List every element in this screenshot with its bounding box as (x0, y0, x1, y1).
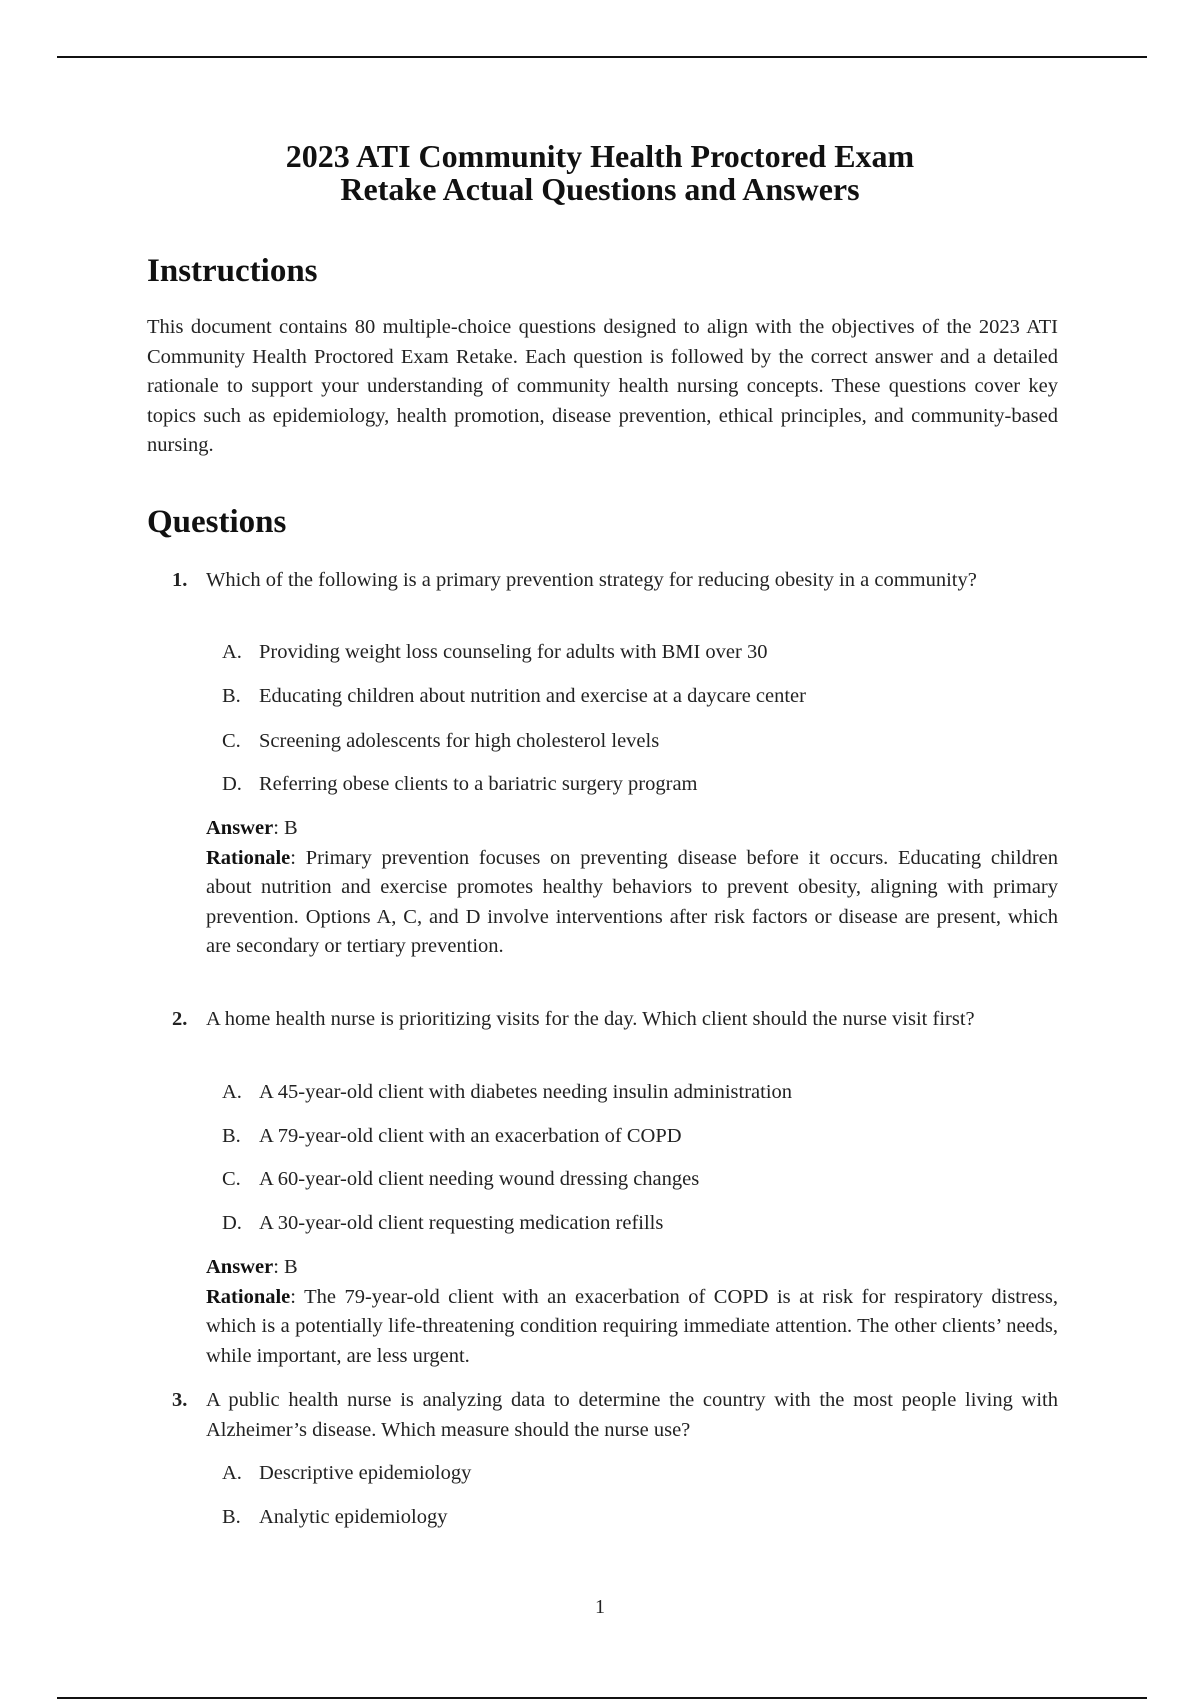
answer-block (206, 1253, 1058, 1371)
footer-rule (57, 1697, 1147, 1699)
rationale-line: Rationale: The 79-year-old client with an exacerbation of COPD is at risk for respiratory distress, which is a potentially life-threatening condition requiring immediate attention. The other clients’ needs, while important, are less urgent. (206, 1285, 1058, 1367)
page-number: 1 (595, 1596, 605, 1618)
option: A. Providing weight loss counseling for adults with BMI over 30 (222, 641, 768, 663)
option: D. Referring obese clients to a bariatric surgery program (222, 773, 698, 795)
questions-heading: Questions (147, 504, 287, 540)
title-line-1: 2023 ATI Community Health Proctored Exam (285, 138, 915, 174)
question-2 (172, 1005, 1058, 1035)
question-text: A public health nurse is analyzing data to determine the country with the most people living with Alzheimer’s disease. Which measure should the nurse use? (206, 1389, 1058, 1441)
answer-line: Answer: B (206, 1256, 298, 1278)
question-number: 3. (172, 1389, 188, 1411)
option: A. Descriptive epidemiology (222, 1462, 472, 1484)
question-1 (172, 566, 1058, 596)
instructions-heading: Instructions (147, 253, 318, 289)
option: A. A 45-year-old client with diabetes needing insulin administration (222, 1081, 793, 1103)
option: D. A 30-year-old client requesting medication refills (222, 1212, 664, 1234)
document-title (0, 140, 1200, 206)
option: B. Analytic epidemiology (222, 1506, 448, 1528)
question-text: Which of the following is a primary prevention strategy for reducing obesity in a community? (206, 569, 977, 591)
question-3 (172, 1386, 1058, 1445)
question-text: A home health nurse is prioritizing visits for the day. Which client should the nurse visit first? (206, 1008, 975, 1030)
rationale-line: Rationale: Primary prevention focuses on preventing disease before it occurs. Educating children about nutrition and exercise promotes healthy behaviors to prevent obesity, aligning with primary prevention. Options A, C, and D involve interventions after risk factors or disease are present, which are secondary or tertiary prevention. (206, 846, 1058, 958)
instructions-paragraph: This document contains 80 multiple-choice questions designed to align with the objectives of the 2023 ATI Community Health Proctored Exam Retake. Each question is followed by the correct answer and a detailed rationale to support your understanding of community health nursing concepts. These questions cover key topics such as epidemiology, health promotion, disease prevention, ethical principles, and community-based nursing. (147, 316, 1058, 457)
title-line-2: Retake Actual Questions and Answers (340, 171, 860, 207)
answer-line: Answer: B (206, 817, 298, 839)
option: C. Screening adolescents for high cholesterol levels (222, 730, 660, 752)
header-rule (57, 56, 1147, 58)
option: B. A 79-year-old client with an exacerbation of COPD (222, 1125, 682, 1147)
option: B. Educating children about nutrition and exercise at a daycare center (222, 685, 806, 707)
question-number: 2. (172, 1008, 188, 1030)
answer-block (206, 814, 1058, 962)
option: C. A 60-year-old client needing wound dressing changes (222, 1168, 700, 1190)
question-number: 1. (172, 569, 188, 591)
